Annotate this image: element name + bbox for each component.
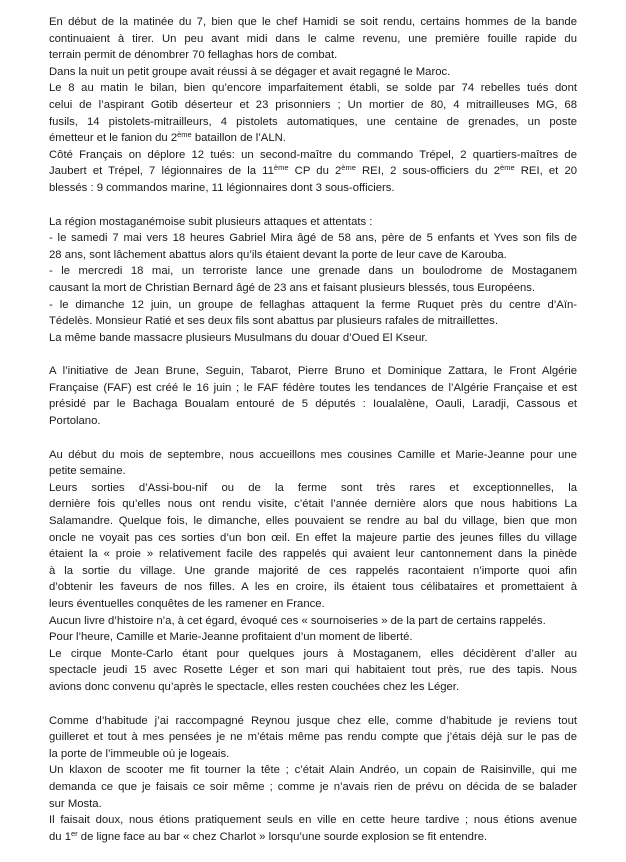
line-text: Au début du mois de septembre, nous accueillons mes cousines Camille et Marie-Jeanne pour une	[49, 448, 577, 461]
superscript-text: ème	[341, 163, 356, 173]
line-text: Un klaxon de scooter me fit tourner la tête ; c’était Alain Andréo, un copain de Raisinville, qui me	[49, 764, 577, 777]
text-line	[49, 662, 577, 679]
superscript-text: ème	[500, 163, 515, 173]
line-text: - le samedi 7 mai vers 18 heures Gabriel Mira âgé de 58 ans, père de 5 enfants et Yves son fils de	[49, 232, 577, 245]
line-text: CP du 2	[288, 165, 342, 178]
line-text: 28 ans, sont lâchement abattus alors qu’ils étaient devant la porte de leur cave de Karouba.	[49, 248, 507, 261]
text-line	[49, 829, 577, 846]
text-line	[49, 480, 577, 497]
paragraph	[49, 14, 577, 197]
text-line	[49, 396, 577, 413]
text-line	[49, 147, 577, 164]
text-line	[49, 47, 577, 64]
text-line	[49, 447, 577, 464]
line-text: d’obtenir les faveurs de nos filles. A les en croire, ils étaient tous célibataires et promettaient à	[49, 581, 577, 594]
line-text: oncle ne voyait pas ces sorties d’un bon œil. En effet la majeure partie des jeunes filles du village	[49, 531, 577, 544]
line-text: à la sortie du village. Une grande majorité de ces rappelés racontaient n’importe quoi afin	[49, 564, 577, 577]
line-text: sur Mosta.	[49, 797, 102, 810]
text-line	[49, 546, 577, 563]
line-text: Côté Français on déplore 12 tués: un second-maître du commando Trépel, 2 quartiers-maîtres de	[49, 148, 577, 161]
text-line	[49, 97, 577, 114]
text-line	[49, 280, 577, 297]
line-text: REI, et 20	[514, 165, 578, 178]
line-text: - le mercredi 18 mai, un terroriste lance une grenade dans un boulodrome de Mostaganem	[49, 265, 577, 278]
text-line	[49, 796, 577, 813]
superscript-text: er	[71, 828, 78, 838]
line-text: de ligne face au bar « chez Charlot » lorsqu’une sourde explosion se fit entendre.	[77, 830, 488, 843]
line-text: du 1	[49, 830, 71, 843]
text-line	[49, 413, 577, 430]
superscript-text: ème	[273, 163, 289, 173]
paragraph	[49, 713, 577, 846]
line-text: continuaient à tirer. Un peu avant midi dans le calme revenu, une première fouille rapide du	[49, 32, 577, 45]
text-line	[49, 130, 577, 147]
text-line	[49, 163, 577, 180]
line-text: fusils, 14 pistolets-mitrailleurs, 4 pistolets automatiques, une centaine de grenades, un poste	[49, 115, 577, 128]
line-text: REI, 2 sous-officiers du 2	[355, 165, 501, 178]
line-text: causant la mort de Christian Bernard âgé de 23 ans et faisant plusieurs blessés, tous Européens.	[49, 281, 536, 294]
line-text: avions donc convenu qu’après le spectacle, elles resten couchées chez les Léger.	[49, 680, 460, 693]
line-text: leurs éventuelles conquêtes de les ramener en France.	[49, 598, 325, 610]
text-line	[49, 779, 577, 796]
line-text: Jaubert et Trépel, 7 légionnaires de la 11	[49, 165, 274, 178]
line-text: la porte de l’immeuble où je logeais.	[49, 747, 230, 760]
line-text: Portolano.	[49, 415, 101, 428]
text-line	[49, 64, 577, 81]
line-text: - le dimanche 12 juin, un groupe de fellaghas attaquent la ferme Ruquet près du centre d’Aïn-	[49, 298, 577, 311]
line-text: Française (FAF) est créé le 16 juin ; le FAF fédère toutes les tendances de l’Algérie Française et est	[49, 381, 577, 394]
text-line	[49, 646, 577, 663]
line-text: Comme d’habitude j’ai raccompagné Reynou jusque chez elle, comme d’habitude je reviens tout	[49, 714, 577, 727]
line-text: blessés : 9 commandos marine, 11 légionnaires dont 3 sous-officiers.	[49, 181, 395, 194]
line-text: Il faisait doux, nous étions pratiquement seuls en ville en cette heure tardive ; nous étions avenue	[49, 814, 577, 827]
line-text: émetteur et le fanion du 2	[49, 132, 178, 145]
text-line	[49, 563, 577, 580]
line-text: terrain permit de dénombrer 70 fellaghas hors de combat.	[49, 49, 338, 62]
line-text: demanda ce que je faisais ce soir même ; comme je n’avais rien de prévu on décida de se balader	[49, 780, 577, 793]
document-page	[49, 14, 577, 862]
text-line	[49, 579, 577, 596]
text-line	[49, 263, 577, 280]
text-line	[49, 363, 577, 380]
line-text: bataillon de l’ALN.	[191, 132, 286, 145]
line-text: En début de la matinée du 7, bien que le chef Hamidi se soit rendu, certains hommes de la bande	[49, 16, 577, 28]
line-text: Leurs sorties d’Assi-bou-nif ou de la ferme sont très rares et exceptionnelles, la	[49, 481, 577, 494]
text-line	[49, 613, 577, 630]
text-line	[49, 247, 577, 264]
line-text: petite semaine.	[49, 465, 126, 478]
line-text: guilleret et tout à mes pensées je ne m’étais même pas rendu compte que j’étais déjà sur le pas de	[49, 731, 577, 744]
line-text: Dans la nuit un petit groupe avait réussi à se dégager et avait regagné le Maroc.	[49, 65, 451, 78]
text-line	[49, 729, 577, 746]
text-line	[49, 297, 577, 314]
line-text: Le 8 au matin le bilan, bien qu’encore imparfaitement établi, se solde par 74 rebelles tués dont	[49, 82, 577, 95]
text-line	[49, 496, 577, 513]
text-line	[49, 679, 577, 696]
line-text: celui de l’aspirant Gotib déserteur et 23 prisonniers ; Un mortier de 80, 4 mitrailleuses MG, 68	[49, 98, 577, 111]
line-text: dernière fois qu’elles nous ont rendu visite, c’était l’année dernière alors que nous habitions La	[49, 498, 577, 511]
paragraph	[49, 447, 577, 696]
text-line	[49, 530, 577, 547]
line-text: Salamandre. Quelque fois, le dimanche, elles pouvaient se rendre au bal du village, bien que mon	[49, 515, 577, 528]
text-line	[49, 180, 577, 197]
paragraph	[49, 214, 577, 347]
line-text: Aucun livre d’histoire n’a, à cet égard, évoqué ces « sournoiseries » de la part de certains rappelés.	[49, 614, 546, 627]
text-line	[49, 214, 577, 231]
line-text: A l’initiative de Jean Brune, Seguin, Tabarot, Pierre Bruno et Dominique Zattara, le Front Algérie	[49, 365, 577, 378]
text-line	[49, 762, 577, 779]
text-line	[49, 812, 577, 829]
superscript-text: ème	[177, 130, 192, 140]
text-line	[49, 629, 577, 646]
text-line	[49, 513, 577, 530]
text-line	[49, 313, 577, 330]
text-line	[49, 114, 577, 131]
text-line	[49, 330, 577, 347]
text-line	[49, 14, 577, 31]
line-text: présidé par le Bachaga Boualam entouré de 5 députés : Ioualalène, Oauli, Laradji, Cassous et	[49, 398, 577, 411]
line-text: Le cirque Monte-Carlo étant pour quelques jours à Mostaganem, elles décidèrent d’aller au	[49, 647, 577, 660]
text-line	[49, 31, 577, 48]
paragraph	[49, 363, 577, 429]
line-text: Pour l’heure, Camille et Marie-Jeanne profitaient d’un moment de liberté.	[49, 631, 413, 644]
text-line	[49, 380, 577, 397]
text-line	[49, 463, 577, 480]
line-text: étaient la « proie » relativement facile des rappelés qui avaient leur cantonnement dans la pinède	[49, 548, 577, 561]
text-line	[49, 80, 577, 97]
text-line	[49, 230, 577, 247]
line-text: La même bande massacre plusieurs Musulmans du douar d’Oued El Kseur.	[49, 331, 428, 344]
text-line	[49, 713, 577, 730]
line-text: Tédelès. Monsieur Ratié et ses deux fils sont abattus par plusieurs rafales de mitraillettes.	[49, 315, 498, 328]
text-line	[49, 596, 577, 613]
line-text: spectacle jeudi 15 avec Rosette Léger et son mari qui habitaient tout près, rue des tapis. Nous	[49, 664, 577, 677]
line-text: La région mostaganémoise subit plusieurs attaques et attentats :	[49, 215, 373, 228]
text-line	[49, 746, 577, 763]
